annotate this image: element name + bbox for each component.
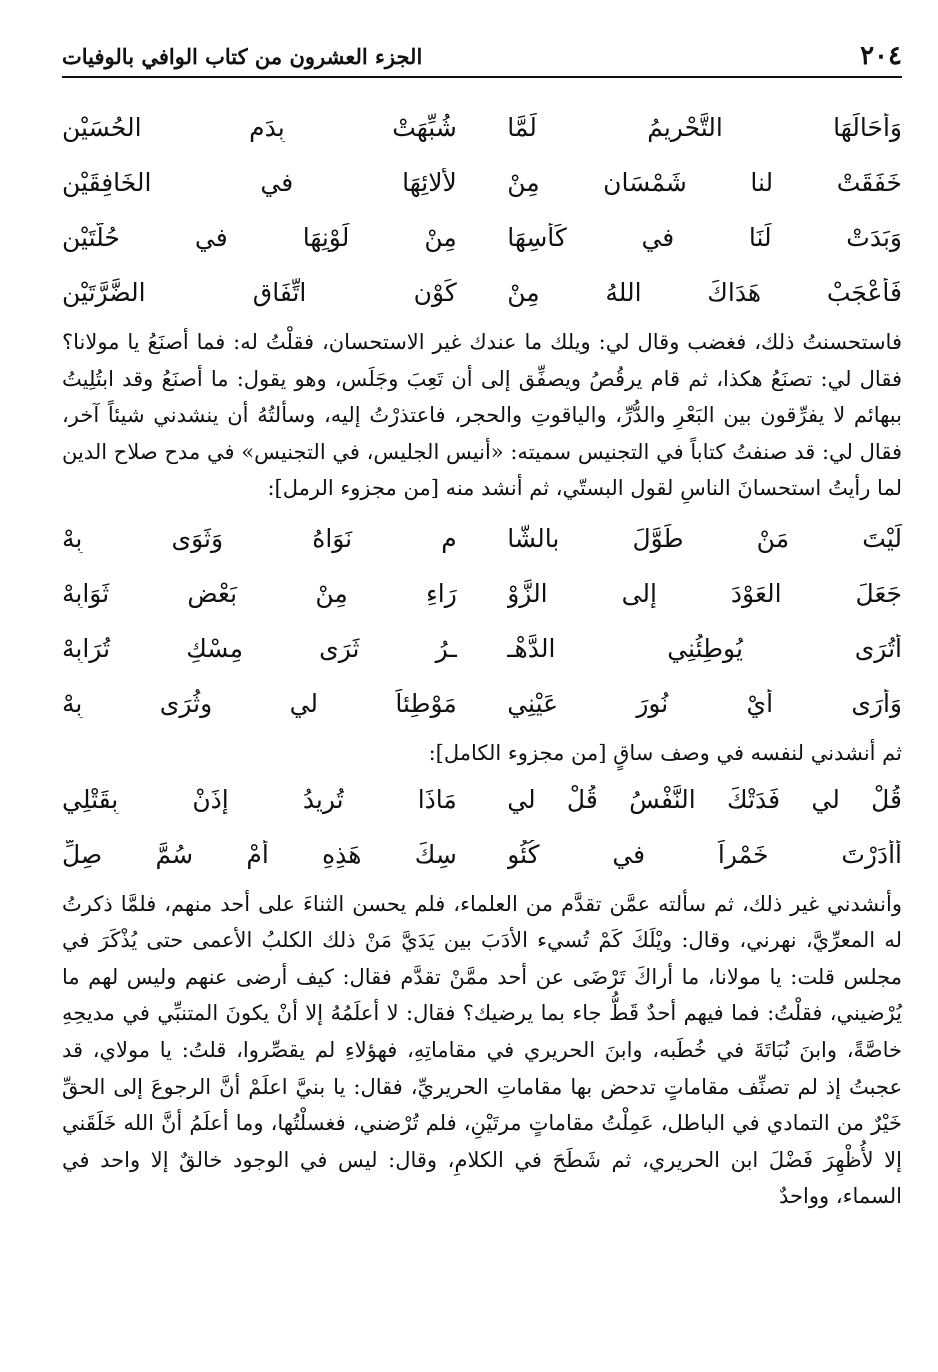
first-hemistich: خَفَقَتْ لنا شَمْسَانِ مِنْ bbox=[507, 168, 902, 197]
first-hemistich: فَأَعْجَبْ هَدَاكَ اللهُ مِنْ bbox=[507, 278, 902, 307]
running-title: الجزء العشرون من كتاب الوافي بالوفيات bbox=[62, 43, 423, 69]
first-hemistich: وَأَحَالَهَا التَّحْرِيمُ لَمَّا bbox=[507, 113, 902, 142]
verse-line bbox=[62, 621, 902, 676]
prose-paragraph: فاستحسنتُ ذلك، فغضب وقال لي: ويلك ما عندك غير الاستحسان، فقلْتُ له: فما أصنَعُ يا مولانا؟ فقال لي: تصنَعُ هكذا، ثم قام يرقُصُ ويصفِّق إلى أن تَعِبَ وجَلَس، وهو يقول: ما أصنَعُ وقد ابتُلِيتُ ببهائم لا يفرِّقون بين البَعْرِ والدُّرِّ، والياقوتِ والحجر، فاعتذرْتُ إليه، وسألتُهُ أن ينشدني شيئاً آخر، فقال لي: قد صنفتُ كتاباً في التجنيس سميته: «أنيس الجليس، في التجنيس» في مدح صلاح الدين لما رأيتُ استحسانَ الناسِ لقول البستّي، ثم أنشد منه [من مجزوء الرمل]: bbox=[62, 330, 902, 501]
page-body bbox=[62, 100, 902, 1219]
poem-block-2 bbox=[62, 511, 902, 731]
page-number: ٢٠٤ bbox=[860, 41, 902, 71]
first-hemistich: أَتُرَى يُوطِئُنِي الدَّهْـ bbox=[507, 633, 902, 663]
verse-line bbox=[62, 100, 902, 155]
poem-block-3 bbox=[62, 772, 902, 882]
first-hemistich: وَأَرَى أَيْ نُورَ عَيْنِي bbox=[507, 688, 902, 718]
verse-line bbox=[62, 210, 902, 265]
first-hemistich: جَعَلَ العَوْدَ إلى الزَّوْ bbox=[507, 578, 902, 608]
second-hemistich: سِكَ هَذِهِ أَمْ سُمَّ صِلِّ bbox=[62, 839, 457, 869]
verse-line bbox=[62, 676, 902, 731]
page-header bbox=[62, 36, 902, 78]
poem-block-1 bbox=[62, 100, 902, 320]
first-hemistich: أأَدَرْتَ خَمْراً في كُئُو bbox=[507, 839, 902, 869]
verse-line bbox=[62, 772, 902, 827]
verse-line bbox=[62, 827, 902, 882]
second-hemistich: مِ نَوَاهُ وَثَوَى بِهْ bbox=[62, 523, 457, 553]
second-hemistich: مِنْ لَوْنِهَا في حُلَّتَيْنِ bbox=[62, 223, 457, 252]
first-hemistich: وَبَدَتْ لَنَا في كَأْسِهَا bbox=[507, 223, 902, 252]
second-hemistich: شُبِّهَتْ بِدَمِ الحُسَيْنِ bbox=[62, 113, 457, 142]
prose-paragraph: ثم أنشدني لنفسه في وصف ساقٍ [من مجزوء الكامل]: bbox=[428, 740, 902, 765]
prose-paragraph: وأنشدني غير ذلك، ثم سألته عمَّن تقدَّم من العلماء، فلم يحسن الثناءَ على أحد منهم، فلمَّا ذكرتُ له المعرِّيَّ، نهرني، وقال: ويْلَكَ كَمْ تُسيء الأدَبَ بين يَدَيَّ مَنْ ذلك الكلبُ الأعمى حتى يُذْكَرَ في مجلس قلت: يا مولانا، ما أراكَ تَرْضَى عن أحد ممَّنْ تقدَّم فقال: كيف أرضى عنهم وليس لهم ما يُرْضيني، فقلْتُ: فما فيهم أحدٌ قَطُّ جاء بما يرضيك؟ فقال: لا أعلَمُهُ إلا أنْ يكونَ المتنبِّي في مديحِهِ خاصَّةً، وابنَ نُبَاتَةَ في خُطَبه، وابنَ الحريري في مقاماتِهِ، فهؤلاءِ لم يقصِّروا، قلتُ: يا مولاي، قد عجبتُ إذ لم تصنِّف مقاماتٍ تدحض بها مقاماتِ الحريريِّ، فقال: يا بنيَّ اعلَمْ أنَّ الرجوعَ إلى الحقِّ خَيْرٌ من التمادي في الباطل، عَمِلْتُ مقاماتٍ مرتَيْنِ، فلم تُرْضني، فغسلْتُها، وما أعلَمُ أنَّ الله خَلَقَني إلا لأُظْهِرَ فَضْلَ ابن الحريري، ثم شَطَحَ في الكلامِ، وقال: ليس في الوجود خالقٌ إلا واحد في السماء، وواحدٌ bbox=[62, 891, 902, 1209]
verse-line bbox=[62, 155, 902, 210]
first-hemistich: لَيْتَ مَنْ طَوَّلَ بالشَّا bbox=[507, 523, 902, 553]
second-hemistich: رَاءِ مِنْ بَعْضِ ثَوَابِهْ bbox=[62, 578, 457, 608]
second-hemistich: مَاذَا تُرِيدُ إذَنْ بِقَتْلِي bbox=[62, 784, 457, 814]
first-hemistich: قُلْ لي فَدَتْكَ النَّفْسُ قُلْ لي bbox=[507, 784, 902, 814]
verse-line bbox=[62, 566, 902, 621]
second-hemistich: ـرُ ثَرَى مِسْكِ تُرَابِهْ bbox=[62, 633, 457, 663]
verse-line bbox=[62, 511, 902, 566]
second-hemistich: مَوْطِئاً لي وثُرَى بِهْ bbox=[62, 688, 457, 718]
second-hemistich: كَوْنِ اتِّفَاقِ الضَّرَّتَيْنِ bbox=[62, 278, 457, 307]
verse-line bbox=[62, 265, 902, 320]
second-hemistich: لألائِهَا في الخَافِقَيْنِ bbox=[62, 168, 457, 197]
